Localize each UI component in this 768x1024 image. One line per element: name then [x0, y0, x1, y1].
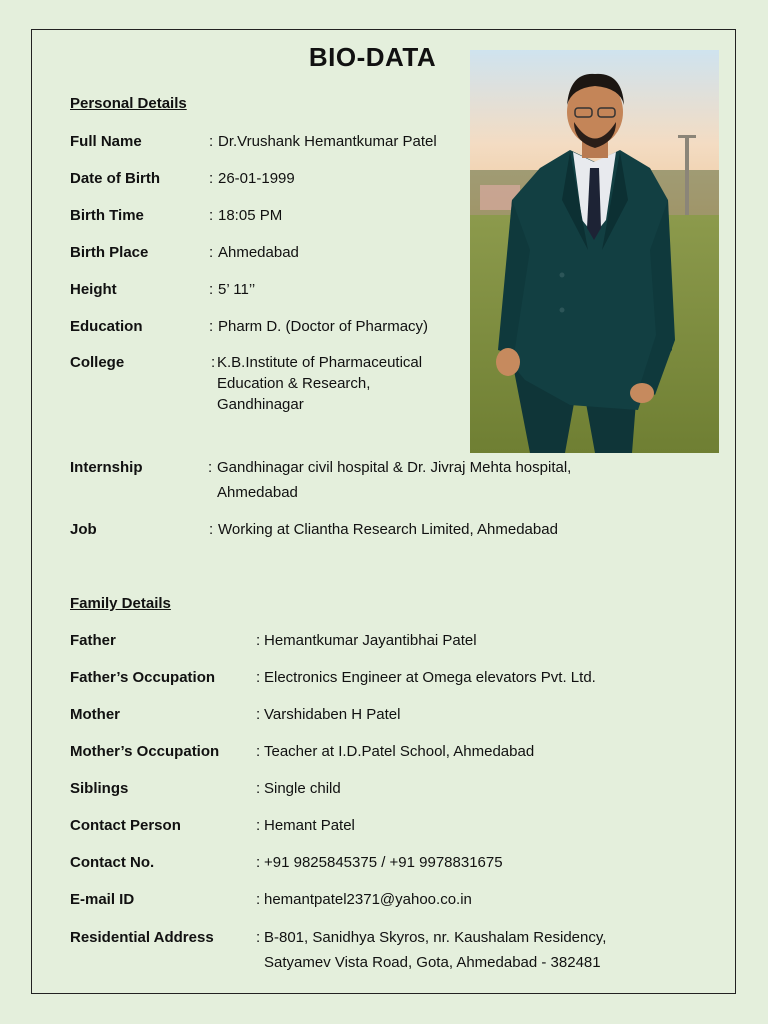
personal-details-heading: Personal Details: [70, 95, 187, 112]
profile-photo: [470, 50, 719, 453]
birth-place-value: Ahmedabad: [218, 244, 299, 261]
father-occupation-value: Electronics Engineer at Omega elevators Pvt. Ltd.: [264, 669, 596, 686]
internship-value-line-1: Gandhinagar civil hospital & Dr. Jivraj Mehta hospital,: [217, 459, 572, 476]
email-label: E-mail ID: [70, 891, 135, 908]
email-value: hemantpatel2371@yahoo.co.in: [264, 891, 472, 908]
job-label: Job: [70, 521, 97, 538]
contact-no-value: +91 9825845375 / +91 9978831675: [264, 854, 503, 871]
birth-time-value: 18:05 PM: [218, 207, 283, 224]
birth-place-label: Birth Place: [70, 244, 149, 261]
siblings-value: Single child: [264, 780, 341, 797]
colon: :: [256, 632, 261, 649]
residential-address-label: Residential Address: [70, 929, 214, 946]
colon: :: [256, 854, 261, 871]
mother-value: Varshidaben H Patel: [264, 706, 401, 723]
full-name-label: Full Name: [70, 133, 142, 150]
mother-label: Mother: [70, 706, 120, 723]
contact-person-label: Contact Person: [70, 817, 181, 834]
father-occupation-label: Father’s Occupation: [70, 669, 216, 686]
colon: :: [256, 817, 261, 834]
job-value: Working at Cliantha Research Limited, Ahmedabad: [218, 521, 558, 538]
mother-occupation-label: Mother’s Occupation: [70, 743, 220, 760]
internship-value-line-2: Ahmedabad: [217, 484, 298, 501]
education-label: Education: [70, 318, 143, 335]
family-details-heading: Family Details: [70, 595, 171, 612]
residential-address-line-1: B-801, Sanidhya Skyros, nr. Kaushalam Residency,: [264, 929, 607, 946]
college-value-line-1: K.B.Institute of Pharmaceutical: [217, 354, 423, 371]
colon: :: [256, 780, 261, 797]
colon: :: [209, 521, 214, 538]
father-label: Father: [70, 632, 116, 649]
colon: :: [209, 207, 214, 224]
colon: :: [209, 281, 214, 298]
contact-person-value: Hemant Patel: [264, 817, 355, 834]
page-title: BIO-DATA: [308, 42, 437, 72]
colon: :: [209, 170, 214, 187]
siblings-label: Siblings: [70, 780, 129, 797]
internship-label: Internship: [70, 459, 143, 476]
father-value: Hemantkumar Jayantibhai Patel: [264, 632, 477, 649]
colon: :: [256, 669, 261, 686]
birth-time-label: Birth Time: [70, 207, 144, 224]
colon: :: [209, 244, 214, 261]
colon: :: [256, 891, 261, 908]
height-value: 5’ 11’’: [218, 281, 256, 298]
date-of-birth-value: 26-01-1999: [218, 170, 295, 187]
colon: :: [256, 743, 261, 760]
mother-occupation-value: Teacher at I.D.Patel School, Ahmedabad: [264, 743, 535, 760]
colon: :: [211, 354, 216, 371]
colon: :: [209, 318, 214, 335]
colon: :: [256, 929, 261, 946]
colon: :: [256, 706, 261, 723]
residential-address-line-2: Satyamev Vista Road, Gota, Ahmedabad - 382481: [264, 954, 601, 971]
college-value-line-3: Gandhinagar: [217, 396, 304, 413]
date-of-birth-label: Date of Birth: [70, 170, 160, 187]
colon: :: [208, 459, 213, 476]
contact-no-label: Contact No.: [70, 854, 155, 871]
education-value: Pharm D. (Doctor of Pharmacy): [218, 318, 429, 335]
college-label: College: [70, 354, 125, 371]
colon: :: [209, 133, 214, 150]
full-name-value: Dr.Vrushank Hemantkumar Patel: [218, 133, 437, 150]
college-value-line-2: Education & Research,: [217, 375, 371, 392]
height-label: Height: [70, 281, 117, 298]
